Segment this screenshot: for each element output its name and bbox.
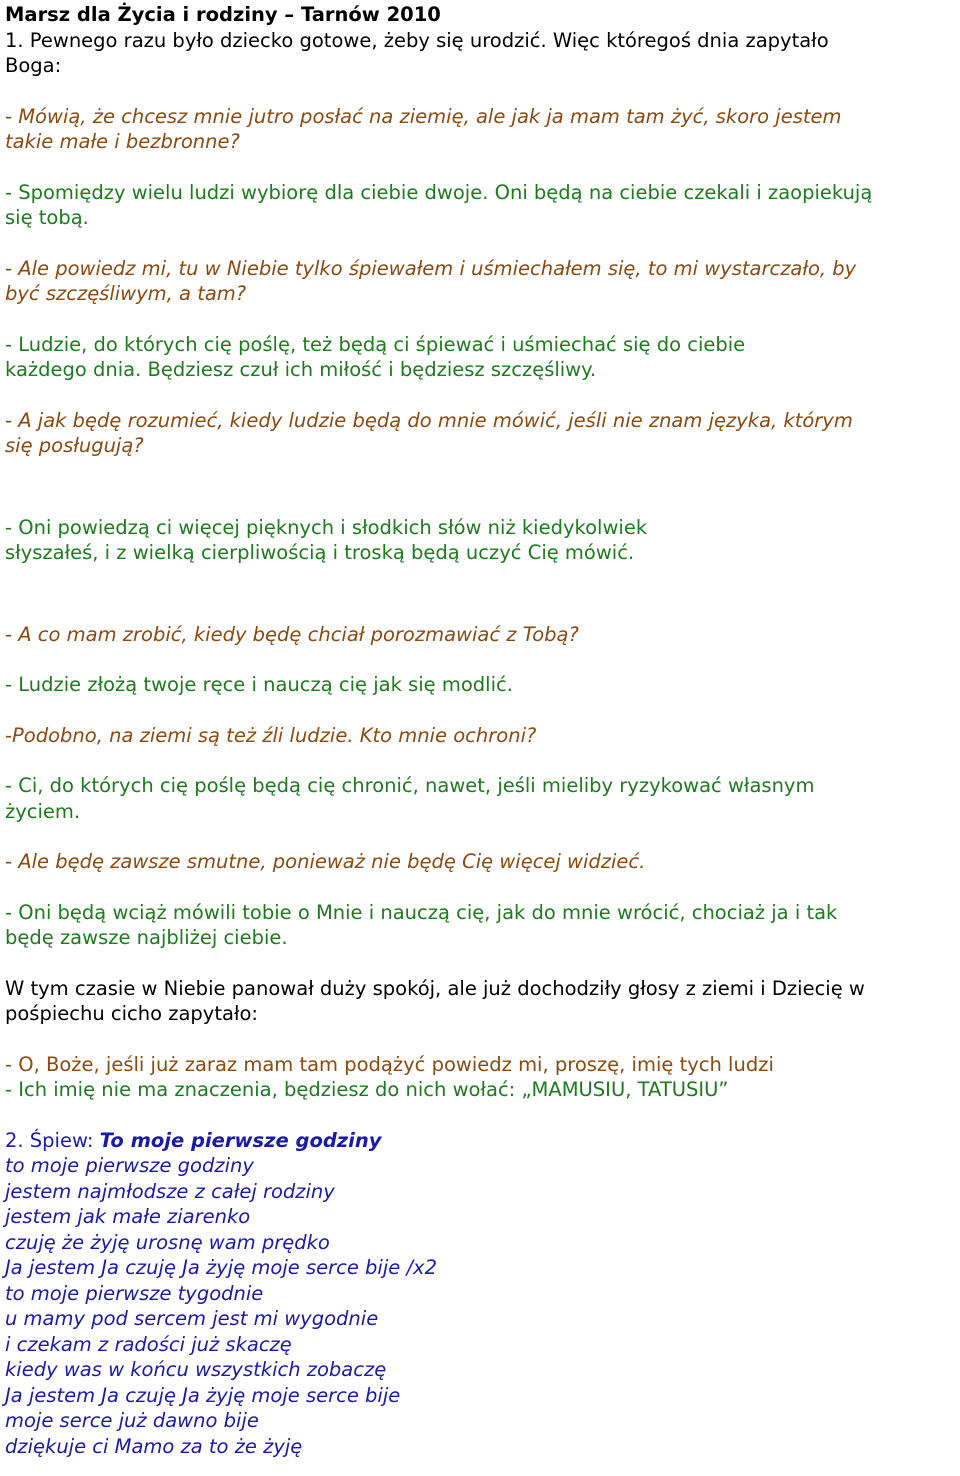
- song-line: Ja jestem Ja czuję Ja żyję moje serce bije: [5, 1383, 401, 1407]
- god-answer-segment: - Spomiędzy wielu ludzi wybiorę dla ciebie dwoje.: [5, 180, 495, 204]
- god-answer: - Ludzie złożą twoje ręce i nauczą cię jak się modlić.: [5, 673, 513, 696]
- song-line: kiedy was w końcu wszystkich zobaczę: [5, 1358, 387, 1381]
- god-answer: - Ich imię nie ma znaczenia, będziesz do nich wołać: „MAMUSIU, TATUSIU”: [5, 1078, 729, 1101]
- intro-line: Boga:: [5, 54, 62, 77]
- song-line: jestem jak małe ziarenko: [5, 1205, 251, 1228]
- song-line: jestem najmłodsze z całej rodziny: [5, 1179, 335, 1203]
- child-question: być szczęśliwym, a tam?: [5, 282, 247, 305]
- song-title: To moje pierwsze godziny: [99, 1128, 382, 1152]
- child-question: - A jak będę rozumieć, kiedy ludzie będą do mnie mówić, jeśli nie znam języka, którym: [5, 408, 853, 432]
- song-line: to moje pierwsze tygodnie: [5, 1281, 264, 1305]
- song-line: moje serce już dawno bije: [5, 1409, 259, 1432]
- song-line: dziękuje ci Mamo za to że żyję: [5, 1434, 303, 1458]
- god-answer: - Oni będą wciąż mówili tobie o Mnie i nauczą cię, jak do mnie wrócić, chociaż ja i tak: [5, 900, 838, 924]
- god-answer: [5, 180, 955, 206]
- god-answer: się tobą.: [5, 206, 89, 229]
- child-question: - O, Boże, jeśli już zaraz mam tam podążyć powiedz mi, proszę, imię tych ludzi: [5, 1052, 774, 1076]
- document-title: Marsz dla Życia i rodziny – Tarnów 2010: [5, 3, 441, 26]
- child-question: -Podobno, na ziemi są też źli ludzie. Kto mnie ochroni?: [5, 723, 537, 747]
- god-answer: - Ci, do których cię poślę będą cię chronić, nawet, jeśli mieliby ryzykować własnym: [5, 774, 815, 797]
- child-question: się posługują?: [5, 434, 144, 457]
- song-line: czuję że żyję urosnę wam prędko: [5, 1230, 330, 1254]
- god-answer: - Oni powiedzą ci więcej pięknych i słodkich słów niż kiedykolwiek: [5, 515, 648, 539]
- god-answer: słyszałeś, i z wielką cierpliwością i troską będą uczyć Cię mówić.: [5, 541, 635, 564]
- god-answer-segment: Oni będą na ciebie czekali i zaopiekują: [494, 180, 873, 204]
- narration-line: W tym czasie w Niebie panował duży spokój, ale już dochodziły głosy z ziemi i Dziecię w: [5, 976, 865, 1000]
- intro-line: 1. Pewnego razu było dziecko gotowe, żeby się urodzić. Więc któregoś dnia zapytało: [5, 28, 829, 52]
- god-answer-text: [5, 181, 872, 204]
- god-answer: życiem.: [5, 799, 81, 823]
- song-line: Ja jestem Ja czuję Ja żyję moje serce bije /x2: [5, 1256, 437, 1279]
- child-question: takie małe i bezbronne?: [5, 130, 240, 153]
- child-question: - Ale powiedz mi, tu w Niebie tylko śpiewałem i uśmiechałem się, to mi wystarczało, by: [5, 256, 857, 280]
- document-page: [5, 2, 955, 1459]
- song-line: to moje pierwsze godziny: [5, 1154, 254, 1177]
- song-line: u mamy pod sercem jest mi wygodnie: [5, 1307, 379, 1330]
- song-prefix: 2. Śpiew:: [5, 1128, 100, 1152]
- god-answer: będę zawsze najbliżej ciebie.: [5, 926, 288, 949]
- song-line: i czekam z radości już skaczę: [5, 1332, 292, 1356]
- child-question: - Mówią, że chcesz mnie jutro posłać na ziemię, ale jak ja mam tam żyć, skoro jestem: [5, 104, 842, 128]
- song-heading: [5, 1128, 955, 1154]
- god-answer: - Ludzie, do których cię poślę, też będą ci śpiewać i uśmiechać się do ciebie: [5, 332, 746, 356]
- child-question: - A co mam zrobić, kiedy będę chciał porozmawiać z Tobą?: [5, 622, 579, 646]
- child-question: - Ale będę zawsze smutne, ponieważ nie będę Cię więcej widzieć.: [5, 850, 646, 873]
- narration-line: pośpiechu cicho zapytało:: [5, 1002, 258, 1025]
- god-answer: każdego dnia. Będziesz czuł ich miłość i będziesz szczęśliwy.: [5, 358, 597, 381]
